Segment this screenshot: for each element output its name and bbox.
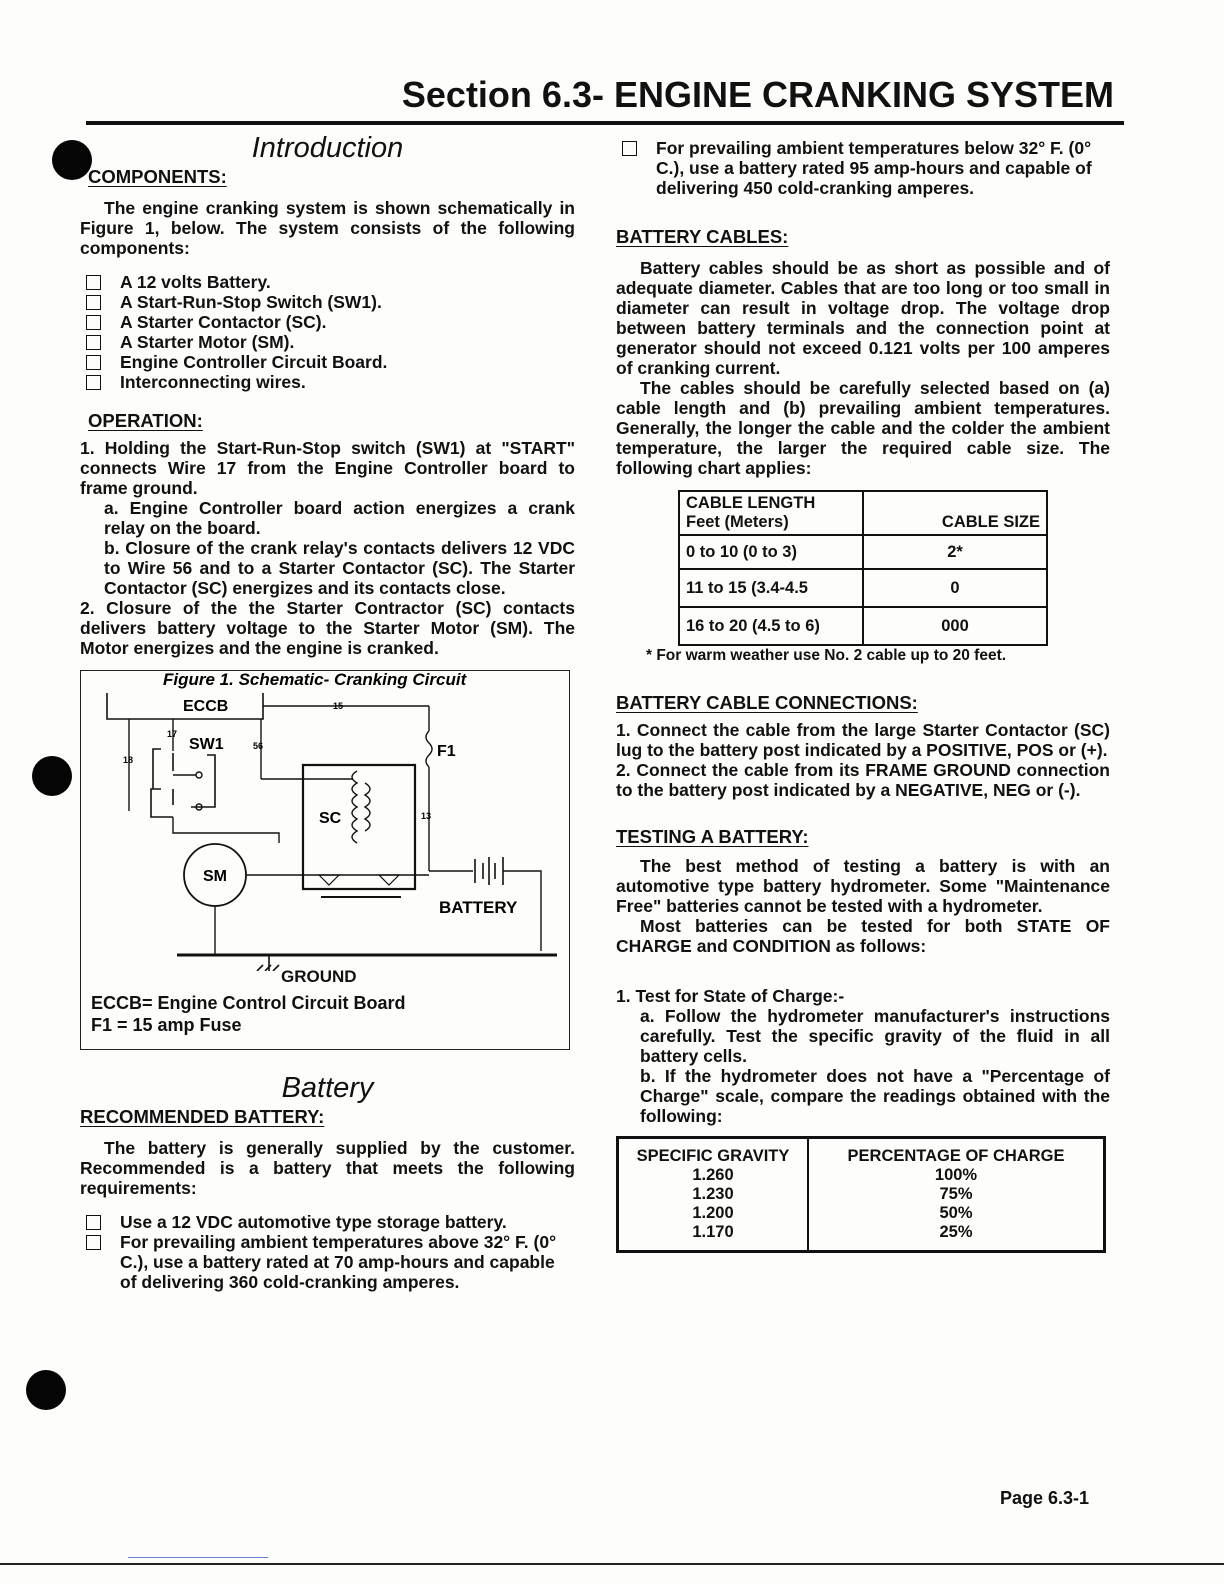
components-paragraph: The engine cranking system is shown schematically in Figure 1, below. The system consists of the following components: bbox=[80, 198, 575, 258]
specific-gravity-header: SPECIFIC GRAVITY bbox=[636, 1147, 790, 1165]
cable-size-cell: 000 bbox=[863, 607, 1047, 645]
wire-15-label: 15 bbox=[333, 701, 344, 711]
testing-battery-heading-text: TESTING A BATTERY: bbox=[616, 826, 809, 847]
cable-connection-step-2: 2. Connect the cable from its FRAME GROUND connection to the battery post indicated by a NEGATIVE, NEG or (-). bbox=[616, 760, 1110, 800]
battery-requirement-item: For prevailing ambient temperatures above 32° F. (0° C.), use a battery rated at 70 amp-hours and capable of delivering 360 cold-cranking amperes. bbox=[80, 1232, 575, 1292]
recommended-battery-paragraph: The battery is generally supplied by the customer. Recommended is a battery that meets the following requirements: bbox=[80, 1138, 575, 1198]
component-item: A Starter Contactor (SC). bbox=[80, 312, 575, 332]
wire-13-label: 13 bbox=[421, 811, 432, 821]
component-item: A Start-Run-Stop Switch (SW1). bbox=[80, 292, 575, 312]
battery-requirements-list-continued bbox=[616, 138, 1110, 198]
sc-contact-right bbox=[379, 875, 399, 885]
component-item: A Starter Motor (SM). bbox=[80, 332, 575, 352]
battery-cables-heading bbox=[616, 226, 1110, 248]
operation-heading bbox=[88, 410, 575, 432]
battery-requirement-item: For prevailing ambient temperatures below 32° F. (0° C.), use a battery rated 95 amp-hours and capable of delivering 450 cold-cranking amperes. bbox=[616, 138, 1110, 198]
battery-heading: Battery bbox=[281, 1072, 374, 1104]
section-title: Section 6.3- ENGINE CRANKING SYSTEM bbox=[401, 74, 1114, 115]
cable-size-header: CABLE SIZE bbox=[863, 491, 1047, 535]
battery-requirements-list bbox=[80, 1212, 575, 1292]
bottom-accent-line bbox=[128, 1557, 268, 1558]
table-row bbox=[679, 491, 1047, 535]
sg-value: 1.200 bbox=[692, 1204, 734, 1222]
sm-label: SM bbox=[203, 868, 227, 885]
cable-length-cell: 0 to 10 (0 to 3) bbox=[679, 535, 863, 569]
battery-cables-heading-text: BATTERY CABLES: bbox=[616, 226, 789, 247]
pct-value: 75% bbox=[939, 1185, 973, 1203]
sw1-switch bbox=[151, 749, 215, 817]
cable-connection-step-1: 1. Connect the cable from the large Starter Contactor (SC) lug to the battery post indicated by a POSITIVE, POS or (+). bbox=[616, 720, 1110, 760]
operation-step-1: 1. Holding the Start-Run-Stop switch (SW1) at "START" connects Wire 17 from the Engine Controller board to frame ground. bbox=[80, 438, 575, 498]
sc-contact-left bbox=[319, 875, 339, 885]
cable-size-table bbox=[678, 490, 1048, 646]
figure-legend-eccb: ECCB= Engine Control Circuit Board bbox=[91, 993, 406, 1013]
battery-symbol bbox=[475, 857, 503, 885]
testing-paragraph-1: The best method of testing a battery is with an automotive type battery hydrometer. Some "Maintenance Free" batteries cannot be tested with a hydrometer. bbox=[616, 856, 1110, 916]
sw1-contact-top bbox=[196, 772, 202, 778]
f1-label: F1 bbox=[437, 743, 456, 760]
recommended-battery-heading bbox=[80, 1106, 575, 1128]
ground-icon bbox=[257, 955, 279, 971]
wire-18-label: 18 bbox=[123, 755, 134, 765]
left-column bbox=[80, 130, 575, 1292]
pct-value: 100% bbox=[934, 1166, 978, 1184]
right-column bbox=[616, 130, 1110, 1253]
battery-cables-paragraph-1: Battery cables should be as short as possible and of adequate diameter. Cables that are too long or too small in diameter can result in voltage drop. The voltage drop between battery terminals and the connection point at generator should not exceed 0.121 volts per 100 amperes of cranking current. bbox=[616, 258, 1110, 378]
component-item: Engine Controller Circuit Board. bbox=[80, 352, 575, 372]
test-step-1: 1. Test for State of Charge:- bbox=[616, 986, 845, 1006]
figure-legend-f1: F1 = 15 amp Fuse bbox=[91, 1015, 242, 1035]
components-list bbox=[80, 272, 575, 392]
battery-label: BATTERY bbox=[439, 898, 518, 917]
cable-length-cell: 11 to 15 (3.4-4.5 bbox=[679, 569, 863, 607]
operation-step-2: 2. Closure of the the Starter Contractor (SC) contacts delivers battery voltage to the Starter Motor (SM). The Motor energizes and the engine is cranked. bbox=[80, 598, 575, 658]
title-rule bbox=[86, 121, 1124, 125]
test-step-1a: a. Follow the hydrometer manufacturer's instructions carefully. Test the specific gravity of the fluid in all battery cells. bbox=[640, 1006, 1110, 1066]
cranking-circuit-schematic bbox=[81, 671, 569, 971]
component-item: Interconnecting wires. bbox=[80, 372, 575, 392]
percentage-header: PERCENTAGE OF CHARGE bbox=[847, 1147, 1065, 1165]
components-heading-text: COMPONENTS: bbox=[88, 166, 227, 187]
table-row bbox=[618, 1138, 1105, 1252]
components-heading bbox=[88, 166, 575, 188]
component-item: A 12 volts Battery. bbox=[80, 272, 575, 292]
table-row bbox=[679, 607, 1047, 645]
cable-connections-heading bbox=[616, 692, 1110, 714]
ground-label: GROUND bbox=[281, 967, 357, 986]
sg-value: 1.230 bbox=[692, 1185, 734, 1203]
operation-step-1a: a. Engine Controller board action energizes a crank relay on the board. bbox=[104, 498, 575, 538]
testing-paragraph-2: Most batteries can be tested for both STATE OF CHARGE and CONDITION as follows: bbox=[616, 916, 1110, 956]
motor-to-switch-wire bbox=[173, 817, 279, 843]
figure-caption: Figure 1. Schematic- Cranking Circuit bbox=[163, 671, 467, 689]
fuse-f1 bbox=[426, 731, 432, 767]
sc-coil bbox=[352, 771, 357, 843]
pct-value: 50% bbox=[939, 1204, 973, 1222]
page-number: Page 6.3-1 bbox=[1000, 1488, 1090, 1508]
sc-contactor bbox=[303, 765, 415, 889]
operation-step-1b: b. Closure of the crank relay's contacts delivers 12 VDC to Wire 56 and to a Starter Contactor (SC). The Starter Contactor (SC) energizes and its contacts close. bbox=[104, 538, 575, 598]
sg-value: 1.170 bbox=[692, 1223, 734, 1241]
specific-gravity-column bbox=[618, 1138, 809, 1252]
recommended-battery-heading-text: RECOMMENDED BATTERY: bbox=[80, 1106, 325, 1127]
cable-length-header-line2: Feet (Meters) bbox=[686, 513, 789, 531]
sg-value: 1.260 bbox=[692, 1166, 734, 1184]
table-row bbox=[679, 535, 1047, 569]
specific-gravity-table bbox=[616, 1136, 1106, 1253]
cable-length-header bbox=[679, 491, 863, 535]
wire-17-label: 17 bbox=[167, 729, 178, 739]
battery-cables-paragraph-2: The cables should be carefully selected based on (a) cable length and (b) prevailing ambient temperatures. Generally, the longer the cable and the colder the ambient temperature, the larger the required cable size. The following chart applies: bbox=[616, 378, 1110, 478]
percentage-column bbox=[808, 1138, 1105, 1252]
battery-requirement-item: Use a 12 VDC automotive type storage battery. bbox=[80, 1212, 575, 1232]
table-row bbox=[679, 569, 1047, 607]
sw1-label: SW1 bbox=[189, 736, 224, 753]
introduction-heading: Introduction bbox=[251, 132, 404, 164]
cable-table-footnote: * For warm weather use No. 2 cable up to 20 feet. bbox=[646, 647, 1007, 664]
sc-label: SC bbox=[319, 810, 342, 827]
wire-56-label: 56 bbox=[253, 741, 264, 751]
cable-length-cell: 16 to 20 (4.5 to 6) bbox=[679, 607, 863, 645]
operation-heading-text: OPERATION: bbox=[88, 410, 203, 431]
cable-size-cell: 2* bbox=[863, 535, 1047, 569]
pct-value: 25% bbox=[939, 1223, 973, 1241]
test-step-1b: b. If the hydrometer does not have a "Percentage of Charge" scale, compare the readings obtained with the following: bbox=[640, 1066, 1110, 1126]
cable-length-header-line1: CABLE LENGTH bbox=[686, 494, 816, 512]
testing-battery-heading bbox=[616, 826, 1110, 848]
cable-size-cell: 0 bbox=[863, 569, 1047, 607]
eccb-label: ECCB bbox=[183, 698, 229, 715]
schematic-figure bbox=[80, 670, 570, 1050]
cable-connections-heading-text: BATTERY CABLE CONNECTIONS: bbox=[616, 692, 918, 713]
binder-hole-bottom bbox=[26, 1370, 66, 1410]
binder-hole-middle bbox=[32, 756, 72, 796]
bottom-rule bbox=[0, 1563, 1224, 1565]
sc-coil-2 bbox=[365, 783, 370, 831]
